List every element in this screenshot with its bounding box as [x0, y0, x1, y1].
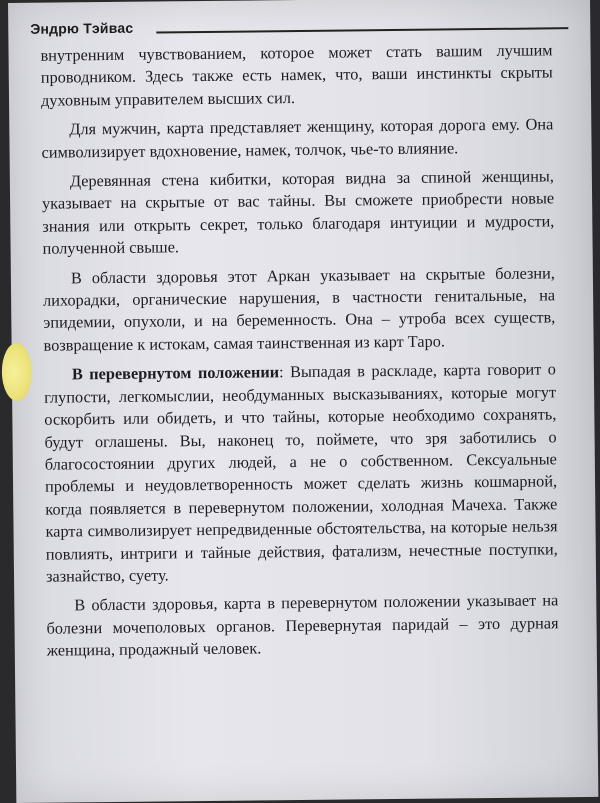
paragraph-5: В перевернутом положении: Выпадая в раскладе, карта говорит о глупости, легкомыслии, необдуманных высказываниях, которые могут оскорбить или обидеть, и что тайны, которые необходимо сохранять, будут оглашены. Вы, наконец то, поймете, что зря заботились о благосостоянии других людей, а не о собственном. Сексуальные проблемы и неудовлетворенность может сделать жизнь кошмарной, когда появляется в перевернутом положении, холодная Мачеха. Также карта символизирует непредвиденные обстоятельства, на которые нельзя повлиять, интриги и тайные действия, фатализм, нечестные поступки, зазнайство, суету.	[44, 359, 558, 586]
paragraph-3: Деревянная стена кибитки, которая видна за спиной женщины, указывает на скрытые от вас тайны. Вы сможете приобрести новые знания или открыть секрет, только благодаря интуиции и мудрости, полученной свыше.	[42, 166, 555, 258]
header-rule	[156, 27, 568, 33]
paragraph-2: Для мужчин, карта представляет женщину, которая дорога ему. Она символизирует вдохновение, намек, толчок, чье-то влияние.	[41, 114, 554, 162]
header-author: Эндрю Тэйвас	[30, 19, 134, 37]
finger-shadow	[2, 343, 33, 401]
running-header	[30, 15, 568, 41]
book-page	[8, 0, 598, 803]
reversed-heading: В перевернутом положении	[71, 362, 280, 384]
paragraph-4: В области здоровья этот Аркан указывает на скрытые болезни, лихорадки, органические нарушения, в частности генитальные, на эпидемии, опухоли, и на беременность. Она – утроба всех существ, возвращение к истокам, самая таинственная из карт Таро.	[43, 262, 556, 355]
body-text	[40, 39, 559, 669]
paragraph-6: В области здоровья, карта в перевернутом положении указывает на болезни мочеполовых органов. Перевернутая паридай – это дурная женщина, продажный человек.	[46, 590, 559, 660]
paragraph-1: внутренним чувствованием, которое может стать вашим лучшим проводником. Здесь также есть намек, что, ваши инстинкты скрыты духовным управителем высших сил.	[40, 40, 553, 110]
